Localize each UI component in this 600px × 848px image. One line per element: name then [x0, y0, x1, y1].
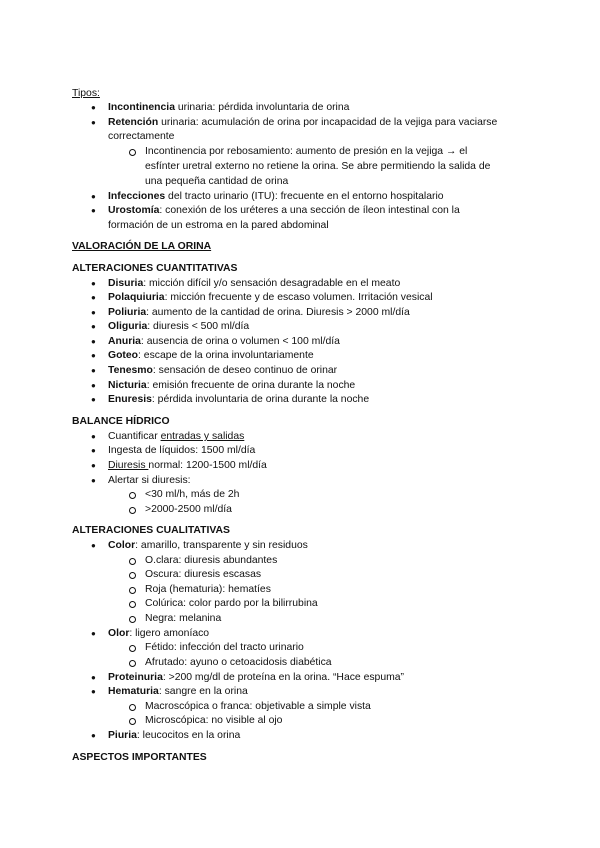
- circle-bullet-icon: [129, 601, 136, 608]
- bullet-icon: ●: [91, 308, 96, 317]
- color-subitem: Roja (hematuria): hematíes: [145, 584, 271, 595]
- cuantitativas-item: Enuresis: pérdida involuntaria de orina durante la noche: [108, 394, 370, 405]
- olor-subitem: Afrutado: ayuno o cetoacidosis diabética: [145, 657, 332, 668]
- balance-item: Cuantificar entradas y salidas: [108, 431, 245, 442]
- bullet-icon: ●: [91, 337, 96, 346]
- circle-bullet-icon: [129, 587, 136, 594]
- cualitativas-item-olor: Olor: ligero amoníaco: [108, 628, 210, 639]
- color-subitem: Negra: melanina: [145, 613, 222, 624]
- cuantitativas-item: Disuria: micción difícil y/o sensación desagradable en el meato: [108, 278, 401, 289]
- cualitativas-item-piuria: Piuria: leucocitos en la orina: [108, 730, 241, 741]
- circle-bullet-icon: [129, 492, 136, 499]
- bullet-icon: ●: [91, 395, 96, 404]
- circle-bullet-icon: [129, 645, 136, 652]
- cuantitativas-item: Goteo: escape de la orina involuntariamente: [108, 350, 314, 361]
- bullet-icon: ●: [91, 381, 96, 390]
- balance-item: Alertar si diuresis:: [108, 475, 191, 486]
- bullet-icon: ●: [91, 476, 96, 485]
- bullet-icon: ●: [91, 322, 96, 331]
- bullet-icon: ●: [91, 461, 96, 470]
- bullet-icon: ●: [91, 103, 96, 112]
- bullet-icon: ●: [91, 687, 96, 696]
- tipos-item: Urostomía: conexión de los uréteres a una sección de íleon intestinal con la: [108, 205, 460, 216]
- cualitativas-item-hematuria: Hematuria: sangre en la orina: [108, 686, 248, 697]
- section-title-valoracion: VALORACIÓN DE LA ORINA: [72, 241, 212, 252]
- bullet-icon: ●: [91, 541, 96, 550]
- balance-subitem: <30 ml/h, más de 2h: [145, 489, 240, 500]
- color-subitem: Oscura: diuresis escasas: [145, 569, 262, 580]
- bullet-icon: ●: [91, 293, 96, 302]
- olor-subitem: Fétido: infección del tracto urinario: [145, 642, 304, 653]
- circle-bullet-icon: [129, 558, 136, 565]
- bullet-icon: ●: [91, 446, 96, 455]
- tipos-item: Infecciones del tracto urinario (ITU): frecuente en el entorno hospitalario: [108, 191, 444, 202]
- circle-bullet-icon: [129, 704, 136, 711]
- bullet-icon: ●: [91, 206, 96, 215]
- bullet-icon: ●: [91, 192, 96, 201]
- cualitativas-item-proteinuria: Proteinuria: >200 mg/dl de proteína en la orina. “Hace espuma”: [108, 672, 405, 683]
- circle-bullet-icon: [129, 507, 136, 514]
- tipos-item: Incontinencia urinaria: pérdida involuntaria de orina: [108, 102, 350, 113]
- bullet-icon: ●: [91, 279, 96, 288]
- tipos-label: Tipos:: [72, 88, 100, 99]
- cuantitativas-item: Tenesmo: sensación de deseo continuo de orinar: [108, 365, 338, 376]
- section-title-balance: BALANCE HÍDRICO: [72, 416, 170, 427]
- circle-bullet-icon: [129, 718, 136, 725]
- hematuria-subitem: Microscópica: no visible al ojo: [145, 715, 283, 726]
- circle-bullet-icon: [129, 660, 136, 667]
- circle-bullet-icon: [129, 149, 136, 156]
- circle-bullet-icon: [129, 572, 136, 579]
- hematuria-subitem: Macroscópica o franca: objetivable a simple vista: [145, 701, 371, 712]
- tipos-item: Retención urinaria: acumulación de orina por incapacidad de la vejiga para vaciarse: [108, 117, 498, 128]
- color-subitem: O.clara: diuresis abundantes: [145, 555, 278, 566]
- cuantitativas-item: Oliguria: diuresis < 500 ml/día: [108, 321, 250, 332]
- section-title-aspectos: ASPECTOS IMPORTANTES: [72, 752, 207, 763]
- bullet-icon: ●: [91, 629, 96, 638]
- tipos-subitem-cont: esfínter uretral externo no retiene la orina. Se abre permitiendo la salida de: [145, 161, 491, 172]
- bullet-icon: ●: [91, 118, 96, 127]
- cuantitativas-item: Poliuria: aumento de la cantidad de orina. Diuresis > 2000 ml/día: [108, 307, 410, 318]
- tipos-subitem-cont: una pequeña cantidad de orina: [145, 176, 289, 187]
- tipos-item-cont: formación de un estroma en la pared abdominal: [108, 220, 329, 231]
- bullet-icon: ●: [91, 432, 96, 441]
- cuantitativas-item: Anuria: ausencia de orina o volumen < 100 ml/día: [108, 336, 340, 347]
- section-title-cualitativas: ALTERACIONES CUALITATIVAS: [72, 525, 230, 536]
- bullet-icon: ●: [91, 673, 96, 682]
- bullet-icon: ●: [91, 366, 96, 375]
- color-subitem: Colúrica: color pardo por la bilirrubina: [145, 598, 318, 609]
- cualitativas-item-color: Color: amarillo, transparente y sin residuos: [108, 540, 308, 551]
- bullet-icon: ●: [91, 731, 96, 740]
- bullet-icon: ●: [91, 351, 96, 360]
- balance-item: Diuresis normal: 1200-1500 ml/día: [108, 460, 267, 471]
- tipos-item-cont: correctamente: [108, 131, 175, 142]
- cuantitativas-item: Nicturia: emisión frecuente de orina durante la noche: [108, 380, 356, 391]
- section-title-cuantitativas: ALTERACIONES CUANTITATIVAS: [72, 263, 238, 274]
- circle-bullet-icon: [129, 616, 136, 623]
- cuantitativas-item: Polaquiuria: micción frecuente y de escaso volumen. Irritación vesical: [108, 292, 433, 303]
- tipos-subitem: Incontinencia por rebosamiento: aumento de presión en la vejiga → el: [145, 146, 468, 157]
- balance-item: Ingesta de líquidos: 1500 ml/día: [108, 445, 256, 456]
- balance-subitem: >2000-2500 ml/día: [145, 504, 232, 515]
